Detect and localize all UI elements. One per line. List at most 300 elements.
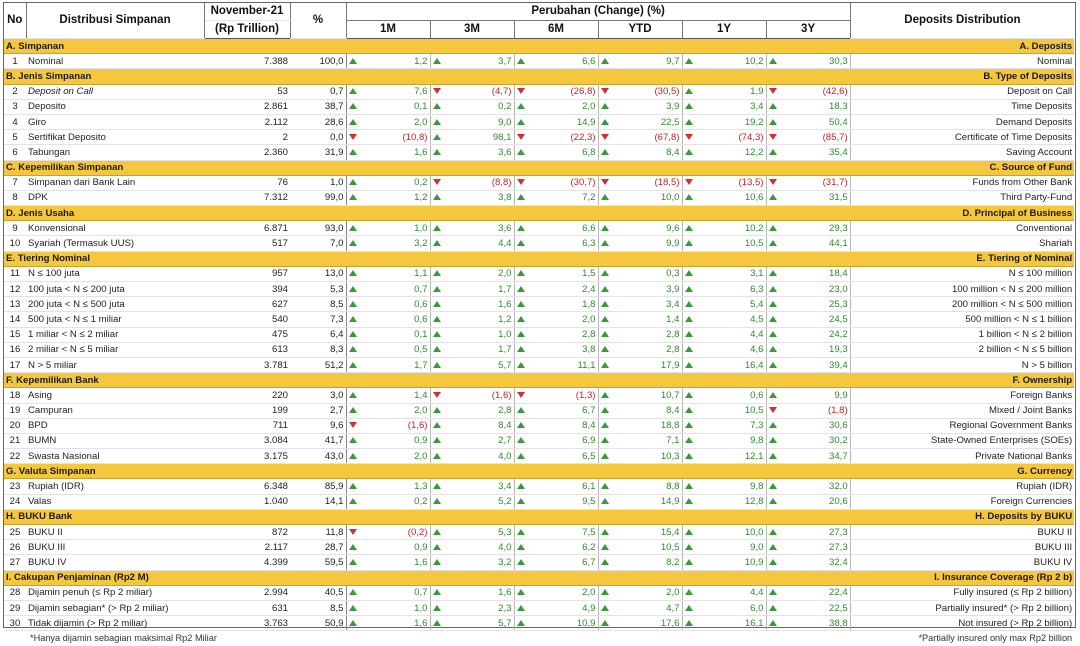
change-value: 6,1 — [526, 479, 598, 494]
change-arrow-cell — [682, 221, 694, 236]
change-value: 10,3 — [610, 449, 682, 464]
row-share-pct: 8,3 — [290, 342, 346, 357]
arrow-up-icon — [769, 103, 777, 109]
change-value: 2,8 — [610, 342, 682, 357]
change-arrow-cell — [766, 388, 778, 403]
change-value: 2,8 — [610, 327, 682, 342]
arrow-up-icon — [685, 589, 693, 595]
row-number: 17 — [4, 357, 26, 372]
row-label-en: Mixed / Joint Banks — [850, 403, 1074, 418]
change-value: 6,0 — [694, 600, 766, 615]
arrow-up-icon — [517, 620, 525, 626]
change-arrow-cell — [598, 312, 610, 327]
change-arrow-cell — [766, 616, 778, 631]
change-arrow-cell — [346, 145, 358, 160]
change-arrow-cell — [766, 327, 778, 342]
arrow-up-icon — [349, 605, 357, 611]
change-value: 12,2 — [694, 145, 766, 160]
arrow-down-icon — [349, 134, 357, 140]
row-label-id: Tidak dijamin (> Rp 2 miliar) — [26, 616, 204, 631]
change-value: (42,6) — [778, 84, 850, 99]
arrow-up-icon — [349, 119, 357, 125]
section-spacer — [346, 509, 850, 524]
row-number: 30 — [4, 616, 26, 631]
table-row — [4, 54, 1074, 69]
row-label-id: BUKU IV — [26, 555, 204, 570]
arrow-up-icon — [601, 544, 609, 550]
arrow-up-icon — [685, 149, 693, 155]
change-value: 19,2 — [694, 114, 766, 129]
change-arrow-cell — [598, 99, 610, 114]
change-value: 7,5 — [526, 525, 598, 540]
change-arrow-cell — [430, 342, 442, 357]
row-number: 4 — [4, 114, 26, 129]
arrow-up-icon — [685, 286, 693, 292]
row-label-en: Regional Government Banks — [850, 418, 1074, 433]
row-share-pct: 31,9 — [290, 145, 346, 160]
row-nominal-value: 631 — [204, 600, 290, 615]
change-value: 9,0 — [694, 540, 766, 555]
section-title-en: B. Type of Deposits — [850, 69, 1074, 84]
arrow-up-icon — [601, 437, 609, 443]
row-nominal-value: 3.084 — [204, 433, 290, 448]
change-value: 98,1 — [442, 130, 514, 145]
section-spacer — [346, 160, 850, 175]
change-arrow-cell — [766, 494, 778, 509]
arrow-up-icon — [769, 453, 777, 459]
row-label-id: Deposito — [26, 99, 204, 114]
row-label-id: Nominal — [26, 54, 204, 69]
change-arrow-cell — [766, 266, 778, 281]
arrow-down-icon — [349, 422, 357, 428]
change-value: 1,0 — [358, 221, 430, 236]
change-arrow-cell — [598, 418, 610, 433]
change-arrow-cell — [346, 433, 358, 448]
arrow-up-icon — [433, 134, 441, 140]
change-arrow-cell — [682, 540, 694, 555]
row-number: 7 — [4, 175, 26, 190]
arrow-up-icon — [517, 483, 525, 489]
change-arrow-cell — [598, 175, 610, 190]
arrow-up-icon — [601, 453, 609, 459]
change-value: 5,2 — [442, 494, 514, 509]
arrow-down-icon — [517, 179, 525, 185]
table-body — [4, 39, 1074, 646]
change-value: 8,4 — [526, 418, 598, 433]
arrow-up-icon — [517, 270, 525, 276]
change-value: (1,3) — [526, 388, 598, 403]
arrow-down-icon — [433, 179, 441, 185]
change-value: 2,0 — [358, 114, 430, 129]
table-row — [4, 114, 1074, 129]
row-nominal-value: 2.861 — [204, 99, 290, 114]
arrow-up-icon — [685, 498, 693, 504]
arrow-up-icon — [433, 119, 441, 125]
row-number: 26 — [4, 540, 26, 555]
change-value: 10,6 — [694, 190, 766, 205]
change-value: 7,1 — [610, 433, 682, 448]
change-value: 1,6 — [358, 145, 430, 160]
row-label-id: BUMN — [26, 433, 204, 448]
change-value: (74,3) — [694, 130, 766, 145]
arrow-up-icon — [601, 301, 609, 307]
arrow-down-icon — [685, 134, 693, 140]
row-number: 10 — [4, 236, 26, 251]
row-nominal-value: 3.175 — [204, 449, 290, 464]
section-title-id: F. Kepemilikan Bank — [4, 373, 346, 388]
change-arrow-cell — [682, 297, 694, 312]
header-pct: % — [290, 3, 346, 39]
row-nominal-value: 517 — [204, 236, 290, 251]
change-value: (30,5) — [610, 84, 682, 99]
change-arrow-cell — [514, 312, 526, 327]
change-value: 10,9 — [526, 616, 598, 631]
change-value: 27,3 — [778, 540, 850, 555]
arrow-up-icon — [601, 605, 609, 611]
change-value: 3,9 — [610, 99, 682, 114]
section-title-en: D. Principal of Business — [850, 206, 1074, 221]
row-nominal-value: 2.112 — [204, 114, 290, 129]
arrow-up-icon — [349, 346, 357, 352]
row-nominal-value: 3.763 — [204, 616, 290, 631]
arrow-up-icon — [601, 270, 609, 276]
arrow-up-icon — [433, 453, 441, 459]
change-value: 24,5 — [778, 312, 850, 327]
change-arrow-cell — [598, 282, 610, 297]
arrow-up-icon — [349, 407, 357, 413]
table-row — [4, 449, 1074, 464]
change-arrow-cell — [682, 282, 694, 297]
row-label-en: Conventional — [850, 221, 1074, 236]
row-label-en: Not insured (> Rp 2 billion) — [850, 616, 1074, 631]
change-value: 9,6 — [610, 221, 682, 236]
change-value: 6,3 — [694, 282, 766, 297]
arrow-up-icon — [433, 544, 441, 550]
row-label-en: Time Deposits — [850, 99, 1074, 114]
change-value: 9,8 — [694, 479, 766, 494]
row-label-en: 1 billion < N ≤ 2 billion — [850, 327, 1074, 342]
table-row — [4, 525, 1074, 540]
arrow-up-icon — [769, 119, 777, 125]
section-header-row — [4, 251, 1074, 266]
header-period-ytd: YTD — [598, 21, 682, 39]
arrow-up-icon — [349, 620, 357, 626]
change-arrow-cell — [346, 616, 358, 631]
change-arrow-cell — [682, 236, 694, 251]
change-value: 0,2 — [358, 175, 430, 190]
section-title-en: H. Deposits by BUKU — [850, 509, 1074, 524]
change-value: 1,7 — [442, 282, 514, 297]
arrow-up-icon — [769, 605, 777, 611]
row-number: 8 — [4, 190, 26, 205]
section-spacer — [346, 464, 850, 479]
arrow-up-icon — [433, 149, 441, 155]
arrow-up-icon — [433, 270, 441, 276]
change-arrow-cell — [430, 585, 442, 600]
change-value: 10,0 — [694, 525, 766, 540]
change-value: 22,4 — [778, 585, 850, 600]
change-arrow-cell — [682, 190, 694, 205]
change-value: 3,8 — [526, 342, 598, 357]
change-arrow-cell — [514, 99, 526, 114]
change-arrow-cell — [514, 327, 526, 342]
change-arrow-cell — [514, 494, 526, 509]
change-value: 3,6 — [442, 221, 514, 236]
header-unit: (Rp Trillion) — [204, 21, 290, 39]
arrow-up-icon — [685, 437, 693, 443]
change-arrow-cell — [766, 479, 778, 494]
row-nominal-value: 475 — [204, 327, 290, 342]
row-share-pct: 8,5 — [290, 600, 346, 615]
change-value: 4,5 — [694, 312, 766, 327]
change-arrow-cell — [514, 190, 526, 205]
change-value: 10,5 — [694, 236, 766, 251]
row-label-id: Sertifikat Deposito — [26, 130, 204, 145]
change-arrow-cell — [766, 540, 778, 555]
change-arrow-cell — [346, 99, 358, 114]
change-arrow-cell — [598, 130, 610, 145]
arrow-down-icon — [433, 392, 441, 398]
row-share-pct: 28,7 — [290, 540, 346, 555]
arrow-up-icon — [517, 498, 525, 504]
row-label-id: 1 miliar < N ≤ 2 miliar — [26, 327, 204, 342]
change-arrow-cell — [598, 494, 610, 509]
change-arrow-cell — [346, 236, 358, 251]
change-value: 5,3 — [442, 525, 514, 540]
change-arrow-cell — [682, 616, 694, 631]
change-value: 1,1 — [358, 266, 430, 281]
change-value: 9,7 — [610, 54, 682, 69]
arrow-up-icon — [433, 58, 441, 64]
row-number: 11 — [4, 266, 26, 281]
change-arrow-cell — [514, 342, 526, 357]
change-value: 1,6 — [442, 297, 514, 312]
change-value: 2,8 — [442, 403, 514, 418]
header-change: Perubahan (Change) (%) — [346, 3, 850, 21]
change-arrow-cell — [682, 494, 694, 509]
arrow-down-icon — [433, 88, 441, 94]
change-value: 23,0 — [778, 282, 850, 297]
row-label-en: Fully insured (≤ Rp 2 billion) — [850, 585, 1074, 600]
row-label-id: Rupiah (IDR) — [26, 479, 204, 494]
arrow-down-icon — [601, 134, 609, 140]
change-arrow-cell — [430, 266, 442, 281]
table-row — [4, 282, 1074, 297]
row-label-id: Simpanan dari Bank Lain — [26, 175, 204, 190]
change-value: 1,5 — [526, 266, 598, 281]
change-value: 5,7 — [442, 357, 514, 372]
change-arrow-cell — [766, 236, 778, 251]
arrow-up-icon — [349, 453, 357, 459]
change-arrow-cell — [598, 403, 610, 418]
arrow-up-icon — [601, 194, 609, 200]
change-arrow-cell — [682, 403, 694, 418]
header-period-3y: 3Y — [766, 21, 850, 39]
change-arrow-cell — [598, 600, 610, 615]
change-arrow-cell — [514, 297, 526, 312]
section-header-row — [4, 39, 1074, 54]
row-share-pct: 3,0 — [290, 388, 346, 403]
change-arrow-cell — [346, 84, 358, 99]
change-value: 19,3 — [778, 342, 850, 357]
row-label-id: N ≤ 100 juta — [26, 266, 204, 281]
table-row — [4, 99, 1074, 114]
change-arrow-cell — [430, 236, 442, 251]
change-arrow-cell — [514, 540, 526, 555]
row-label-id: Swasta Nasional — [26, 449, 204, 464]
section-header-row — [4, 373, 1074, 388]
change-arrow-cell — [766, 190, 778, 205]
section-title-id: B. Jenis Simpanan — [4, 69, 346, 84]
change-value: 22,5 — [610, 114, 682, 129]
change-arrow-cell — [766, 403, 778, 418]
change-arrow-cell — [682, 525, 694, 540]
change-arrow-cell — [766, 114, 778, 129]
row-share-pct: 0,7 — [290, 84, 346, 99]
change-arrow-cell — [430, 449, 442, 464]
arrow-up-icon — [769, 422, 777, 428]
row-label-en: Private National Banks — [850, 449, 1074, 464]
change-value: 1,2 — [358, 190, 430, 205]
row-label-en: Deposit on Call — [850, 84, 1074, 99]
table-row — [4, 175, 1074, 190]
change-value: 1,2 — [442, 312, 514, 327]
arrow-up-icon — [433, 240, 441, 246]
row-share-pct: 40,5 — [290, 585, 346, 600]
arrow-up-icon — [769, 58, 777, 64]
section-title-en: G. Currency — [850, 464, 1074, 479]
change-value: 0,2 — [358, 494, 430, 509]
row-number: 5 — [4, 130, 26, 145]
arrow-up-icon — [517, 346, 525, 352]
change-arrow-cell — [682, 585, 694, 600]
change-value: 50,4 — [778, 114, 850, 129]
header-label-en: Deposits Distribution — [850, 3, 1074, 39]
change-value: 1,3 — [358, 479, 430, 494]
arrow-up-icon — [517, 437, 525, 443]
change-arrow-cell — [766, 600, 778, 615]
row-label-en: Saving Account — [850, 145, 1074, 160]
arrow-up-icon — [601, 119, 609, 125]
change-value: 2,0 — [526, 585, 598, 600]
change-arrow-cell — [514, 449, 526, 464]
change-arrow-cell — [598, 555, 610, 570]
change-arrow-cell — [766, 342, 778, 357]
row-share-pct: 7,3 — [290, 312, 346, 327]
change-value: 0,6 — [694, 388, 766, 403]
section-header-row — [4, 160, 1074, 175]
change-value: 10,2 — [694, 221, 766, 236]
change-value: 1,7 — [358, 357, 430, 372]
change-value: 44,1 — [778, 236, 850, 251]
arrow-up-icon — [601, 529, 609, 535]
row-share-pct: 100,0 — [290, 54, 346, 69]
row-nominal-value: 540 — [204, 312, 290, 327]
table-row — [4, 494, 1074, 509]
row-nominal-value: 53 — [204, 84, 290, 99]
table-row — [4, 388, 1074, 403]
change-value: 0,9 — [358, 433, 430, 448]
change-value: 7,2 — [526, 190, 598, 205]
row-label-id: Giro — [26, 114, 204, 129]
change-value: 0,6 — [358, 297, 430, 312]
arrow-up-icon — [433, 559, 441, 565]
section-title-id: I. Cakupan Penjaminan (Rp2 M) — [4, 570, 346, 585]
row-share-pct: 59,5 — [290, 555, 346, 570]
change-value: 5,4 — [694, 297, 766, 312]
change-value: 32,4 — [778, 555, 850, 570]
change-arrow-cell — [346, 585, 358, 600]
row-label-id: Tabungan — [26, 145, 204, 160]
change-value: 2,0 — [358, 449, 430, 464]
change-arrow-cell — [430, 99, 442, 114]
row-number: 15 — [4, 327, 26, 342]
change-arrow-cell — [766, 145, 778, 160]
row-number: 24 — [4, 494, 26, 509]
row-number: 23 — [4, 479, 26, 494]
change-value: 10,2 — [694, 54, 766, 69]
row-label-en: State-Owned Enterprises (SOEs) — [850, 433, 1074, 448]
arrow-up-icon — [349, 88, 357, 94]
row-share-pct: 41,7 — [290, 433, 346, 448]
arrow-up-icon — [601, 392, 609, 398]
change-value: 9,9 — [778, 388, 850, 403]
row-share-pct: 50,9 — [290, 616, 346, 631]
change-arrow-cell — [346, 357, 358, 372]
change-arrow-cell — [430, 555, 442, 570]
row-share-pct: 6,4 — [290, 327, 346, 342]
change-arrow-cell — [346, 297, 358, 312]
arrow-up-icon — [769, 362, 777, 368]
change-value: 6,7 — [526, 403, 598, 418]
arrow-up-icon — [517, 331, 525, 337]
change-value: 10,7 — [610, 388, 682, 403]
change-value: 2,7 — [442, 433, 514, 448]
change-value: 14,9 — [526, 114, 598, 129]
row-share-pct: 99,0 — [290, 190, 346, 205]
change-value: 2,0 — [526, 99, 598, 114]
change-arrow-cell — [514, 236, 526, 251]
change-arrow-cell — [514, 54, 526, 69]
arrow-up-icon — [517, 422, 525, 428]
change-value: 15,4 — [610, 525, 682, 540]
row-label-en: Certificate of Time Deposits — [850, 130, 1074, 145]
change-arrow-cell — [514, 525, 526, 540]
arrow-up-icon — [433, 483, 441, 489]
arrow-up-icon — [349, 270, 357, 276]
change-arrow-cell — [682, 449, 694, 464]
row-number: 19 — [4, 403, 26, 418]
change-value: 2,4 — [526, 282, 598, 297]
deposit-distribution-table — [4, 3, 1074, 646]
change-arrow-cell — [430, 297, 442, 312]
change-value: 3,1 — [694, 266, 766, 281]
change-arrow-cell — [430, 418, 442, 433]
change-value: 1,8 — [526, 297, 598, 312]
change-arrow-cell — [598, 221, 610, 236]
change-value: 3,9 — [610, 282, 682, 297]
change-value: 9,5 — [526, 494, 598, 509]
change-arrow-cell — [346, 418, 358, 433]
row-number: 6 — [4, 145, 26, 160]
change-value: 6,2 — [526, 540, 598, 555]
change-arrow-cell — [598, 479, 610, 494]
change-arrow-cell — [346, 175, 358, 190]
change-arrow-cell — [598, 84, 610, 99]
arrow-up-icon — [769, 331, 777, 337]
arrow-up-icon — [349, 286, 357, 292]
arrow-down-icon — [349, 529, 357, 535]
